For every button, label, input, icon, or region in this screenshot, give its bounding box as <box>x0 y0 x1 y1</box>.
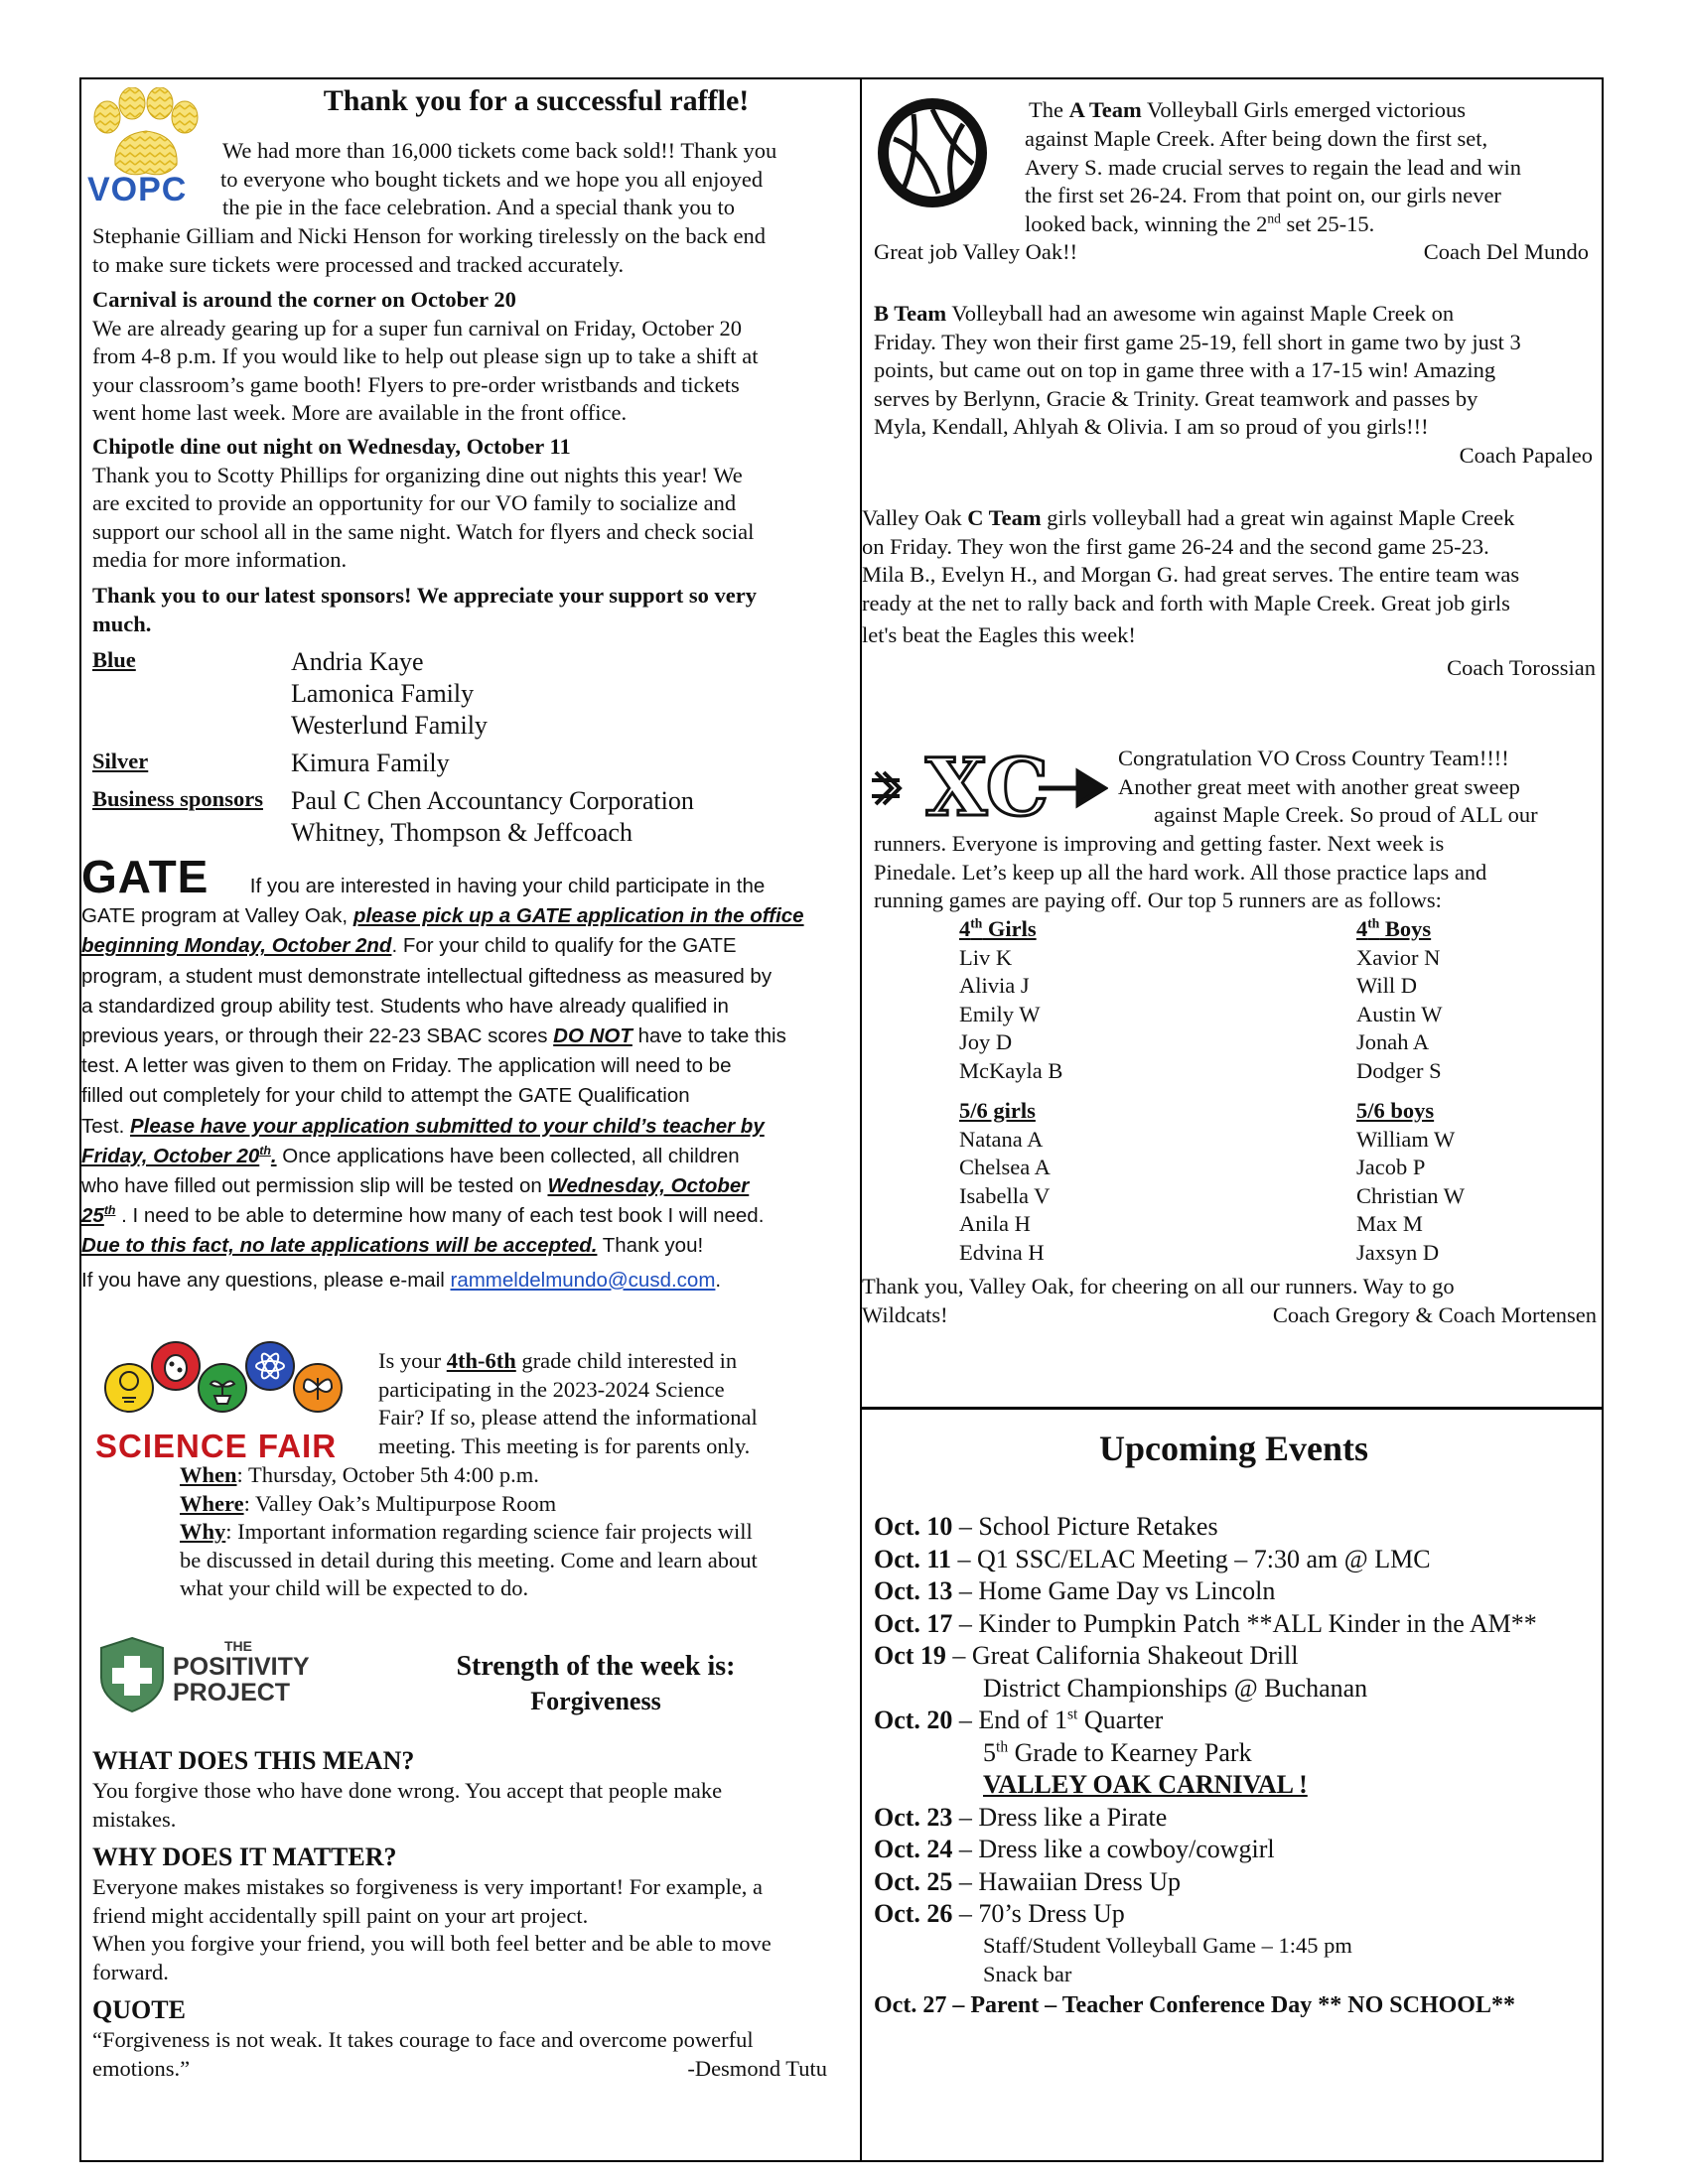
chipotle-heading: Chipotle dine out night on Wednesday, October 11 <box>92 434 571 459</box>
event-text: – Dress like a cowboy/cowgirl <box>952 1835 1275 1863</box>
a-team-text: Avery S. made crucial serves to regain the lead and win <box>1025 154 1522 180</box>
group-title: th <box>970 915 983 931</box>
gate-text: Thank you! <box>597 1234 704 1258</box>
gate-text: have to take this <box>632 1024 786 1048</box>
group-title: 5/6 boys <box>1356 1098 1435 1123</box>
science-icons <box>91 1340 364 1430</box>
events-title: Upcoming Events <box>1098 1429 1369 1468</box>
c-team-text: ready at the net to rally back and forth with Maple Creek. Great job girls <box>862 590 1510 615</box>
a-team-text: Volleyball Girls emerged victorious <box>1141 97 1466 122</box>
a-team-coach: Coach Del Mundo <box>1423 239 1589 264</box>
raffle-title: Thank you for a successful raffle! <box>323 84 750 117</box>
event-item: Oct. 27 – Parent – Teacher Conference Day ** NO SCHOOL** <box>874 1991 1515 2018</box>
gate-text: a standardized group ability test. Students who have already qualified in <box>81 994 729 1018</box>
xc-coach: Coach Gregory & Coach Mortensen <box>1272 1301 1597 1327</box>
sf-text: Is your <box>378 1348 447 1373</box>
sponsor-name: Westerlund Family <box>291 711 488 740</box>
event-date: Oct. 17 <box>874 1608 953 1638</box>
event-item <box>874 1866 1599 1899</box>
runner-name: Natana A <box>959 1126 1044 1152</box>
a-team-text: against Maple Creek. After being down the first set, <box>1025 126 1488 151</box>
group-title: 4 <box>1356 916 1368 941</box>
xc-text: against Maple Creek. So proud of ALL our <box>1154 802 1538 827</box>
strength-value: Forgiveness <box>530 1687 661 1715</box>
group-title: th <box>1367 915 1380 931</box>
b-team-text: Volleyball had an awesome win against Maple Creek on <box>946 301 1455 326</box>
runner-name: Chelsea A <box>959 1155 1051 1179</box>
positivity-logo-text: POSITIVITY <box>173 1653 310 1681</box>
a-team-body <box>1025 125 1604 238</box>
xc-body <box>874 830 1599 915</box>
event-item <box>874 1802 1599 1835</box>
event-date: Oct. 24 <box>874 1835 953 1863</box>
xc-text: Thank you, Valley Oak, for cheering on all our runners. Way to go <box>862 1274 1455 1298</box>
gate-emphasis: beginning Monday, October 2nd <box>81 934 392 958</box>
sponsor-level: Silver <box>92 749 149 773</box>
sponsor-name: Paul C Chen Accountancy Corporation <box>291 786 694 815</box>
sf-text: : Important information regarding science fair projects will <box>225 1519 753 1544</box>
event-text: – 70’s Dress Up <box>952 1899 1125 1928</box>
event-item <box>874 1575 1599 1608</box>
raffle-line: Stephanie Gilliam and Nicki Henson for working tirelessly on the back end <box>92 223 766 248</box>
runner-group <box>1356 1097 1595 1267</box>
xc-intro <box>1118 745 1603 830</box>
sf-label: When <box>180 1462 237 1487</box>
b-team-text: Myla, Kendall, Ahlyah & Olivia. I am so proud of you girls!!! <box>874 414 1429 439</box>
gate-text: If you are interested in having your child participate in the <box>249 875 766 897</box>
xc-logo-text: XC <box>925 741 1050 834</box>
positivity-text: mistakes. <box>92 1806 177 1832</box>
c-team-text: Valley Oak <box>862 505 968 530</box>
a-team-text: nd <box>1267 210 1281 225</box>
runner-name: Edvina H <box>959 1239 1045 1265</box>
gate-emphasis: Due to this fact, no late applications will be accepted. <box>81 1234 598 1258</box>
event-item <box>874 1898 1599 1931</box>
raffle-line: to everyone who bought tickets and we hope you all enjoyed <box>220 166 764 192</box>
xc-text: runners. Everyone is improving and getting faster. Next week is <box>874 831 1445 856</box>
event-item <box>874 1705 1599 1737</box>
quote-text: emotions.” <box>92 2055 191 2081</box>
event-text: – Dress like a Pirate <box>952 1802 1168 1832</box>
event-date: Oct 19 <box>874 1641 946 1670</box>
event-item: Snack bar <box>983 1961 1072 1986</box>
group-title: 5/6 girls <box>959 1098 1036 1123</box>
runner-name: Jonah A <box>1356 1029 1430 1054</box>
a-team-footer <box>874 238 1594 267</box>
gate-text: GATE program at Valley Oak, <box>81 904 353 928</box>
event-text: Grade to Kearney Park <box>1008 1737 1252 1767</box>
event-item: District Championships @ Buchanan <box>983 1673 1368 1703</box>
a-team-text: the first set 26-24. From that point on, our girls never <box>1025 183 1501 207</box>
runner-group <box>959 915 1356 1085</box>
gate-emphasis: please pick up a GATE application in the office <box>352 904 804 928</box>
carnival-heading: Carnival is around the corner on October 20 <box>92 287 516 312</box>
event-item: VALLEY OAK CARNIVAL ! <box>983 1770 1308 1799</box>
event-text: 5 <box>983 1737 996 1767</box>
c-team-label: C Team <box>967 505 1042 530</box>
sponsors-section <box>92 582 859 849</box>
carnival-line: We are already gearing up for a super fun carnival on Friday, October 20 <box>92 315 742 341</box>
meaning-heading: WHAT DOES THIS MEAN? <box>92 1746 415 1775</box>
runner-name: Emily W <box>959 1001 1041 1026</box>
event-item <box>874 1834 1599 1866</box>
sponsor-row-silver <box>92 748 859 779</box>
gate-text: who have filled out permission slip will be tested on <box>81 1174 548 1198</box>
gate-text: filled out completely for your child to attempt the GATE Qualification <box>81 1084 690 1108</box>
positivity-text: Everyone makes mistakes so forgiveness is very important! For example, a <box>92 1874 764 1899</box>
sf-text: grade child interested in <box>515 1348 738 1373</box>
b-team-text: serves by Berlynn, Gracie & Trinity. Great teamwork and passes by <box>874 385 1478 411</box>
carnival-line: went home last week. More are available in the front office. <box>92 400 628 425</box>
xc-text: Another great meet with another great sweep <box>1118 773 1520 799</box>
sf-text: participating in the 2023-2024 Science <box>378 1376 725 1402</box>
event-date: Oct. 20 <box>874 1706 953 1734</box>
b-team-text: points, but came out on top in game three with a 17-15 win! Amazing <box>874 357 1496 382</box>
sf-label: Why <box>180 1519 226 1544</box>
runner-name: William W <box>1356 1126 1456 1152</box>
sf-text: : Valley Oak’s Multipurpose Room <box>243 1490 557 1516</box>
sponsors-heading: Thank you to our latest sponsors! We appreciate your support so very <box>92 583 758 608</box>
event-item <box>874 1544 1599 1576</box>
c-team-text: girls volleyball had a great win against Maple Creek <box>1041 505 1515 530</box>
runner-name: Anila H <box>959 1211 1031 1236</box>
c-team-text: let's beat the Eagles this week! <box>862 622 1136 647</box>
raffle-line: the pie in the face celebration. And a special thank you to <box>222 195 736 219</box>
a-team-text: looked back, winning the 2 <box>1025 210 1268 236</box>
event-date: Oct. 23 <box>874 1802 953 1832</box>
chipotle-line: are excited to provide an opportunity for our VO family to socialize and <box>92 490 737 515</box>
sponsor-row-blue <box>92 646 859 742</box>
sponsor-level: Business sponsors <box>92 786 263 811</box>
science-fair-logo <box>91 1340 364 1464</box>
runner-name: McKayla B <box>959 1057 1063 1083</box>
gate-section <box>81 851 858 1296</box>
chipotle-line: support our school all in the same night. Watch for flyers and check social <box>92 518 755 544</box>
sponsor-name: Kimura Family <box>291 749 450 777</box>
event-text: – Kinder to Pumpkin Patch **ALL Kinder in the AM** <box>952 1608 1537 1638</box>
gate-title: GATE <box>81 851 210 902</box>
sf-label: Where <box>180 1490 244 1516</box>
sf-text: meeting. This meeting is for parents only. <box>378 1433 751 1458</box>
runner-name: Will D <box>1356 973 1417 998</box>
events-list <box>874 1511 1599 2022</box>
sf-grade: 4th-6th <box>446 1348 516 1373</box>
positivity-logo-text: THE <box>224 1638 252 1654</box>
gate-emphasis: 25 <box>81 1204 104 1228</box>
event-date: Oct. 10 <box>874 1512 953 1541</box>
xc-text: Pinedale. Let’s keep up all the hard work. All those practice laps and <box>874 859 1487 885</box>
event-text: st <box>1066 1706 1078 1723</box>
runner-name: Jaxsyn D <box>1356 1239 1440 1265</box>
gate-emphasis: Friday, October 20 <box>81 1144 260 1167</box>
runner-name: Liv K <box>959 944 1013 970</box>
event-text: – End of 1 <box>952 1706 1067 1734</box>
runner-group <box>959 1097 1356 1267</box>
positivity-text: friend might accidentally spill paint on your art project. <box>92 1902 589 1928</box>
runner-name: Christian W <box>1356 1182 1465 1208</box>
gate-text: . <box>715 1268 722 1292</box>
vopc-logo-text: VOPC <box>87 171 188 208</box>
event-text: th <box>996 1737 1009 1755</box>
sponsor-row-business <box>92 785 859 849</box>
sponsor-level: Blue <box>92 647 136 672</box>
b-team-text: Friday. They won their first game 25-19, fell short in game two by just 3 <box>874 329 1521 354</box>
gate-emphasis: th <box>259 1144 271 1158</box>
gate-text: . I need to be able to determine how many of each test book I will need. <box>115 1204 765 1228</box>
event-date: Oct. 26 <box>874 1899 953 1928</box>
positivity-text: forward. <box>92 1959 169 1984</box>
sponsor-name: Andria Kaye <box>291 647 424 676</box>
event-date: Oct. 11 <box>874 1544 951 1573</box>
c-team-text: Mila B., Evelyn H., and Morgan G. had great serves. The entire team was <box>862 562 1520 587</box>
event-text: – School Picture Retakes <box>952 1512 1218 1541</box>
group-title: Boys <box>1379 916 1432 941</box>
runner-name: Isabella V <box>959 1182 1051 1208</box>
raffle-body <box>222 137 858 222</box>
quote-text: “Forgiveness is not weak. It takes courage to face and overcome powerful <box>92 2027 754 2052</box>
vopc-logo <box>85 87 207 206</box>
a-team-text: The <box>1029 97 1069 122</box>
gate-emphasis: . <box>270 1144 277 1167</box>
positivity-logo-text: PROJECT <box>173 1679 291 1706</box>
runner-name: Xavior N <box>1356 944 1441 970</box>
runner-name: Alivia J <box>959 973 1030 998</box>
volleyball-icon <box>874 94 991 211</box>
raffle-line: to make sure tickets were processed and tracked accurately. <box>92 251 625 277</box>
event-item <box>874 1737 1599 1770</box>
gate-text: Once applications have been collected, all children <box>276 1144 740 1167</box>
runner-name: Dodger S <box>1356 1057 1442 1083</box>
gate-text: If you have any questions, please e-mail <box>81 1268 451 1292</box>
positivity-project-logo <box>97 1636 326 1715</box>
sf-text: Fair? If so, please attend the informational <box>378 1405 758 1430</box>
runner-group <box>1356 915 1595 1085</box>
xc-text: Congratulation VO Cross Country Team!!!! <box>1118 746 1509 770</box>
atom-icon <box>246 1342 294 1390</box>
runner-name: Jacob P <box>1356 1155 1426 1179</box>
shield-plus-icon <box>97 1636 167 1713</box>
event-item <box>874 1640 1599 1673</box>
runner-name: Joy D <box>959 1029 1013 1054</box>
carnival-line: your classroom’s game booth! Flyers to pre-order wristbands and tickets <box>92 371 740 397</box>
email-link[interactable]: rammeldelmundo@cusd.com <box>450 1268 716 1292</box>
event-item <box>874 1608 1599 1641</box>
event-date: Oct. 25 <box>874 1866 953 1896</box>
matter-heading: WHY DOES IT MATTER? <box>92 1843 397 1871</box>
xc-text: Wildcats! <box>862 1301 948 1327</box>
raffle-body-cont <box>92 222 859 279</box>
gate-text: test. A letter was given to them on Friday. The application will need to be <box>81 1054 732 1078</box>
xc-closing <box>862 1273 1597 1329</box>
quote-heading: QUOTE <box>92 1995 186 2024</box>
gate-text: program, a student must demonstrate intellectual giftedness as measured by <box>81 964 773 988</box>
b-team-label: B Team <box>874 301 947 326</box>
runner-name: Max M <box>1356 1211 1423 1236</box>
event-text: – Great California Shakeout Drill <box>945 1641 1299 1670</box>
a-team-text: set 25-15. <box>1280 210 1375 236</box>
positivity-body <box>92 1745 859 2083</box>
event-text: – Home Game Day vs Lincoln <box>952 1576 1276 1605</box>
events-divider <box>860 1407 1604 1410</box>
sf-text: what your child will be expected to do. <box>180 1575 529 1600</box>
event-item <box>874 1511 1599 1544</box>
c-team-text: on Friday. They won the first game 26-24 and the second game 25-23. <box>862 533 1489 559</box>
chipotle-section <box>92 433 859 575</box>
xc-text: running games are paying off. Our top 5 runners are as follows: <box>874 887 1442 912</box>
group-title: Girls <box>982 916 1037 941</box>
sf-text: be discussed in detail during this meeting. Come and learn about <box>180 1547 758 1572</box>
gate-text: Test. <box>81 1114 130 1138</box>
group-title: 4 <box>959 916 971 941</box>
gate-text: . For your child to qualify for the GATE <box>391 934 737 958</box>
carnival-line: from 4-8 p.m. If you would like to help out please sign up to take a shift at <box>92 343 759 368</box>
gate-text: previous years, or through their 22-23 SBAC scores <box>81 1024 554 1048</box>
gate-emphasis: Please have your application submitted to your child’s teacher by <box>130 1114 765 1138</box>
a-team-section <box>1029 96 1605 125</box>
carnival-section <box>92 286 859 428</box>
event-item: Staff/Student Volleyball Game – 1:45 pm <box>983 1932 1352 1958</box>
b-team-section <box>874 300 1599 470</box>
xc-logo <box>870 741 1108 834</box>
chipotle-line: media for more information. <box>92 547 348 572</box>
gate-emphasis: DO NOT <box>553 1024 633 1048</box>
sponsor-name: Lamonica Family <box>291 679 475 708</box>
event-text: Quarter <box>1077 1706 1164 1734</box>
chipotle-line: Thank you to Scotty Phillips for organizing dine out nights this year! We <box>92 462 743 487</box>
raffle-line: We had more than 16,000 tickets come back sold!! Thank you <box>222 138 777 163</box>
science-fair-logo-text: SCIENCE FAIR <box>95 1428 338 1464</box>
science-fair-intro <box>378 1347 859 1460</box>
science-fair-details <box>180 1461 859 1603</box>
sponsors-heading: much. <box>92 611 152 636</box>
sf-text: : Thursday, October 5th 4:00 p.m. <box>236 1462 539 1487</box>
event-date: Oct. 13 <box>874 1576 953 1605</box>
gate-emphasis: Wednesday, October <box>547 1174 750 1198</box>
xc-runners <box>959 915 1595 1267</box>
a-team-label: A Team <box>1068 97 1142 122</box>
event-text: – Hawaiian Dress Up <box>952 1866 1182 1896</box>
a-team-closing: Great job Valley Oak!! <box>874 239 1078 264</box>
runner-name: Austin W <box>1356 1001 1443 1026</box>
c-team-section <box>862 504 1602 682</box>
column-divider <box>860 77 862 2162</box>
c-team-coach: Coach Torossian <box>1447 654 1596 680</box>
positivity-text: You forgive those who have done wrong. You accept that people make <box>92 1778 723 1803</box>
quote-author: -Desmond Tutu <box>687 2055 827 2081</box>
strength-title: Strength of the week is: <box>456 1651 736 1682</box>
sponsor-name: Whitney, Thompson & Jeffcoach <box>291 818 633 847</box>
gate-emphasis: th <box>103 1203 116 1218</box>
b-team-coach: Coach Papaleo <box>1459 442 1593 468</box>
event-text: – Q1 SSC/ELAC Meeting – 7:30 am @ LMC <box>951 1544 1431 1573</box>
positivity-text: When you forgive your friend, you will both feel better and be able to move <box>92 1931 772 1956</box>
